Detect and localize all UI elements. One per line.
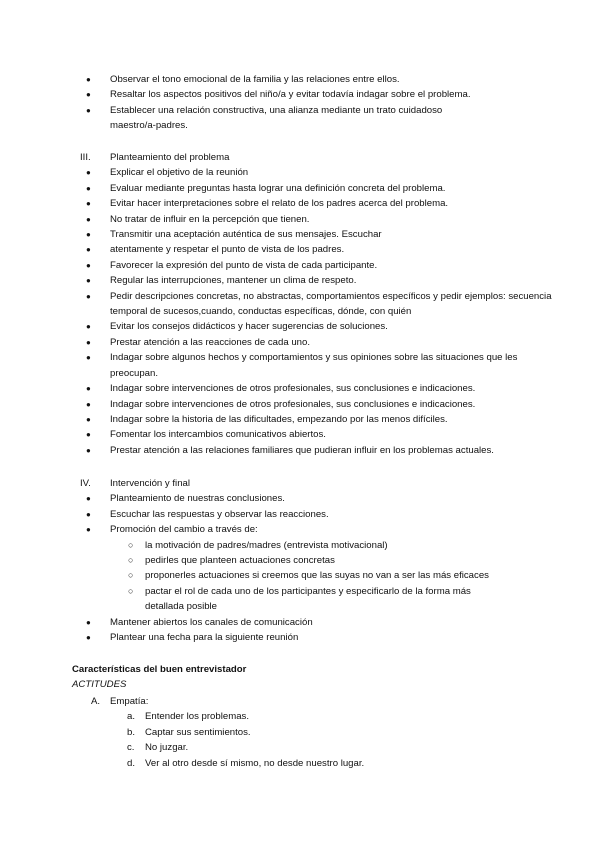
bullet-icon: ● [86, 337, 91, 347]
bullet-icon: ● [86, 75, 91, 84]
sub-list-item: ○ pedirles que planteen actuaciones concretas [0, 553, 560, 568]
list-item: ● Observar el tono emocional de la familia y las relaciones entre ellos. [0, 72, 560, 87]
bullet-icon: ● [86, 384, 91, 394]
bullet-icon: ● [86, 168, 91, 178]
bullet-icon: ● [86, 633, 91, 643]
bullet-icon: ● [86, 214, 91, 224]
list-item: ● Transmitir una aceptación auténtica de sus mensajes. Escuchar [0, 227, 560, 242]
list-item: ● Regular las interrupciones, mantener un clima de respeto. [0, 273, 560, 288]
bullet-icon: ● [86, 291, 91, 301]
list-item: ● Indagar sobre algunos hechos y comportamientos y sus opiniones sobre las situaciones que les preocupan. [86, 352, 518, 379]
list-item: ● Prestar atención a las reacciones de cada uno. [0, 335, 560, 350]
list-item: ● Indagar sobre intervenciones de otros profesionales, sus conclusiones e indicaciones. [0, 381, 560, 396]
list-item: ● Indagar sobre la historia de las dificultades, empezando por las menos difíciles. [0, 412, 560, 427]
list-item: ● Favorecer la expresión del punto de vista de cada participante. [0, 258, 560, 273]
sub-list-item: ○ proponerles actuaciones si creemos que las suyas no van a ser las más eficaces [0, 568, 560, 583]
list-item: ● Pedir descripciones concretas, no abstractas, comportamientos específicos y pedir ejemplos: secuencia temporal de sucesos,cuando, conductas específicas, dónde, con quién [86, 290, 552, 318]
section-iv [0, 476, 560, 645]
circle-bullet-icon: ○ [128, 539, 134, 550]
list-item: ● atentamente y respetar el punto de vista de los padres. [0, 242, 560, 257]
section-heading [0, 476, 560, 491]
bullet-icon: ● [86, 617, 91, 627]
list-item: ● Promoción del cambio a través de: [0, 522, 560, 537]
section-heading [0, 150, 560, 165]
section-heading: Características del buen entrevistador [72, 664, 247, 675]
list-item: ● Evaluar mediante preguntas hasta lograr una definición concreta del problema. [0, 181, 560, 196]
bullet-icon: ● [86, 183, 91, 193]
subheading: ACTITUDES [72, 679, 127, 691]
bullet-icon: ● [86, 105, 91, 115]
bullet-icon: ● [86, 90, 91, 100]
list-item: ● Evitar los consejos didácticos y hacer sugerencias de soluciones. [0, 319, 560, 334]
circle-bullet-icon: ○ [128, 555, 134, 566]
intro-bullet-list [0, 72, 560, 134]
list-item: ● Resaltar los aspectos positivos del niño/a y evitar todavía indagar sobre el problema. [0, 87, 560, 102]
list-item: ● Fomentar los intercambios comunicativos abiertos. [0, 427, 560, 442]
bullet-icon: ● [86, 230, 91, 240]
bullet-icon: ● [86, 525, 91, 535]
letter-marker: A. [91, 696, 101, 707]
list-item: ● Evitar hacer interpretaciones sobre el relato de los padres acerca del problema. [0, 196, 560, 211]
bullet-icon: ● [86, 199, 91, 209]
sub-list-item: ○ pactar el rol de cada uno de los participantes y especificarlo de la forma más detallada posible [128, 585, 471, 613]
list-item: ● Mantener abiertos los canales de comunicación [0, 615, 560, 630]
circle-bullet-icon: ○ [128, 585, 134, 596]
bullet-icon: ● [86, 399, 91, 409]
bullet-icon: ● [86, 430, 91, 440]
list-item: ● Escuchar las respuestas y observar las reacciones. [0, 507, 560, 522]
section-iii [0, 150, 560, 458]
bullet-icon: ● [86, 276, 91, 286]
section-number: III. [80, 152, 91, 163]
list-item: ● Planteamiento de nuestras conclusiones. [0, 491, 560, 506]
bullet-icon: ● [86, 245, 91, 255]
sub-list-item: c. No juzgar. [127, 742, 189, 754]
list-item: ● Explicar el objetivo de la reunión [0, 165, 560, 180]
sub-list-item: ○ la motivación de padres/madres (entrevista motivacional) [0, 538, 560, 553]
bullet-icon: ● [86, 322, 91, 332]
bullet-icon: ● [86, 509, 91, 519]
list-item: ● Plantear una fecha para la siguiente reunión [0, 630, 560, 645]
bullet-icon: ● [86, 260, 91, 270]
list-item: ● Indagar sobre intervenciones de otros profesionales, sus conclusiones e indicaciones. [0, 397, 560, 412]
circle-bullet-icon: ○ [128, 570, 134, 581]
bullet-icon: ● [86, 445, 91, 455]
bullet-icon: ● [86, 494, 91, 504]
list-item: A. Empatía: [0, 694, 364, 709]
section-number: IV. [80, 478, 91, 489]
list-item: ● No tratar de influir en la percepción que tienen. [0, 212, 560, 227]
sub-list-item: b. Captar sus sentimientos. [127, 726, 251, 738]
list-item: ● Establecer una relación constructiva, una alianza mediante un trato cuidadoso maestro/a-padres. [86, 104, 443, 132]
bullet-icon: ● [86, 353, 91, 363]
entrevistador-heading-block [72, 662, 246, 693]
sub-list-item: d. Ver al otro desde sí mismo, no desde nuestro lugar. [127, 757, 365, 769]
empatia-list [0, 694, 364, 771]
sub-list-item: a. Entender los problemas. [127, 711, 249, 723]
list-item: ● Prestar atención a las relaciones familiares que pudieran influir en los problemas actuales. [0, 443, 560, 458]
bullet-icon: ● [86, 414, 91, 424]
section-title: Intervención y final [110, 478, 190, 489]
section-title: Planteamiento del problema [110, 152, 230, 163]
